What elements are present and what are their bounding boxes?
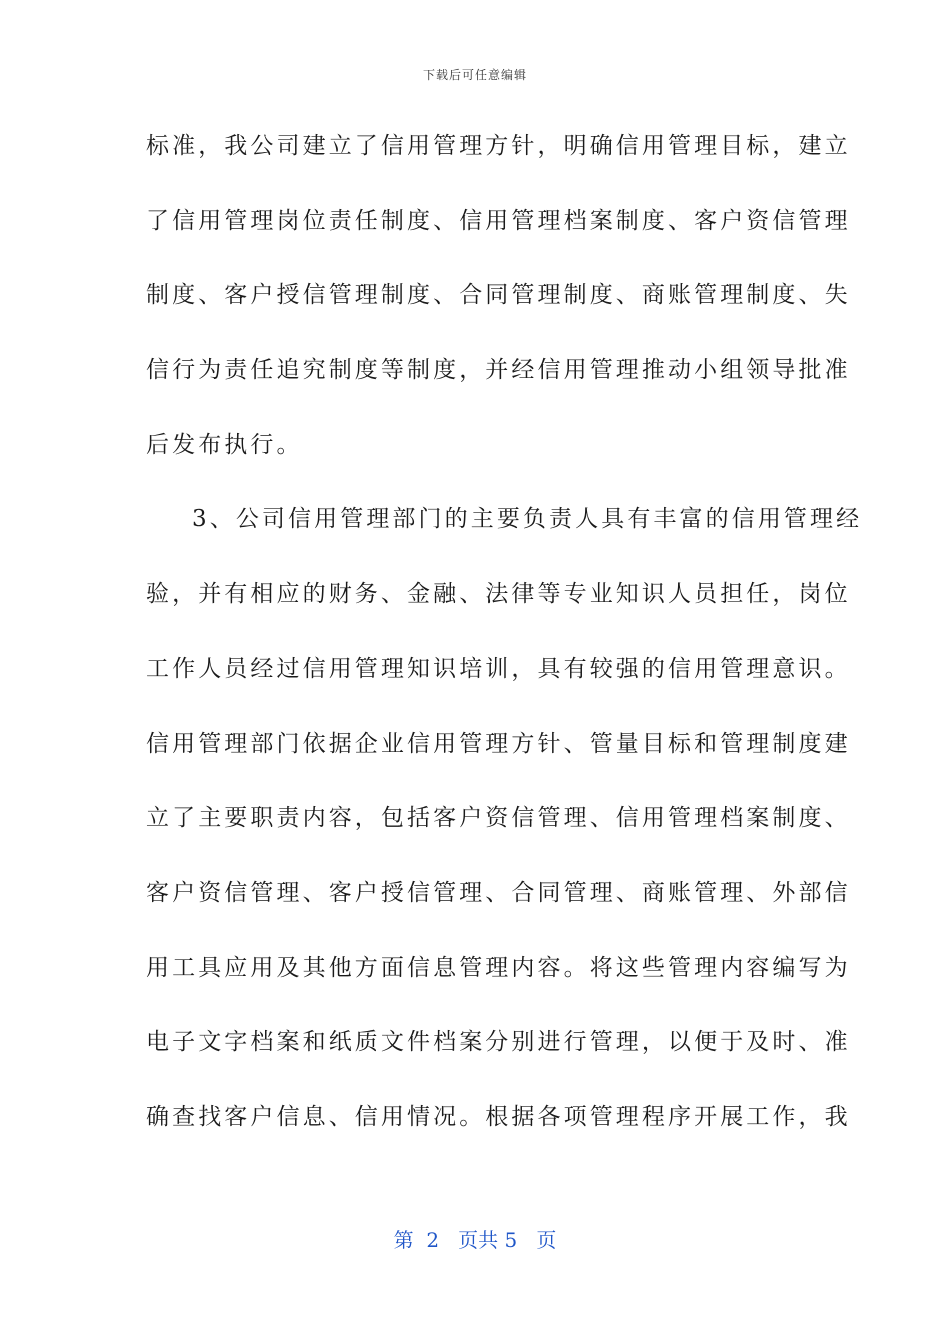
text-line: 确查找客户信息、信用情况。根据各项管理程序开展工作，我 [146,1103,851,1130]
text-line: 制度、客户授信管理制度、合同管理制度、商账管理制度、失 [146,282,851,309]
page-header: 下载后可任意编辑 [422,68,527,82]
text-line: 标准，我公司建立了信用管理方针，明确信用管理目标，建立 [146,133,851,159]
text-line: 电子文字档案和纸质文件档案分别进行管理，以便于及时、准 [146,1029,851,1056]
text-line: 工作人员经过信用管理知识培训，具有较强的信用管理意识。 [146,655,851,682]
paragraph-start-line: 3、公司信用管理部门的主要负责人具有丰富的信用管理经 [192,506,863,533]
text-line: 后发布执行。 [146,431,303,458]
text-line: 验，并有相应的财务、金融、法律等专业知识人员担任，岗位 [146,581,851,608]
text-line: 客户资信管理、客户授信管理、合同管理、商账管理、外部信 [146,879,851,906]
page-number-footer: 第 2 页共 5 页 [393,1228,557,1252]
text-line: 用工具应用及其他方面信息管理内容。将这些管理内容编写为 [146,954,851,981]
text-line: 信行为责任追究制度等制度，并经信用管理推动小组领导批准 [146,357,851,384]
document-body [146,124,863,1170]
text-line: 立了主要职责内容，包括客户资信管理、信用管理档案制度、 [146,805,851,832]
text-line: 信用管理部门依据企业信用管理方针、管量目标和管理制度建 [146,730,851,757]
text-line: 了信用管理岗位责任制度、信用管理档案制度、客户资信管理 [146,207,851,234]
